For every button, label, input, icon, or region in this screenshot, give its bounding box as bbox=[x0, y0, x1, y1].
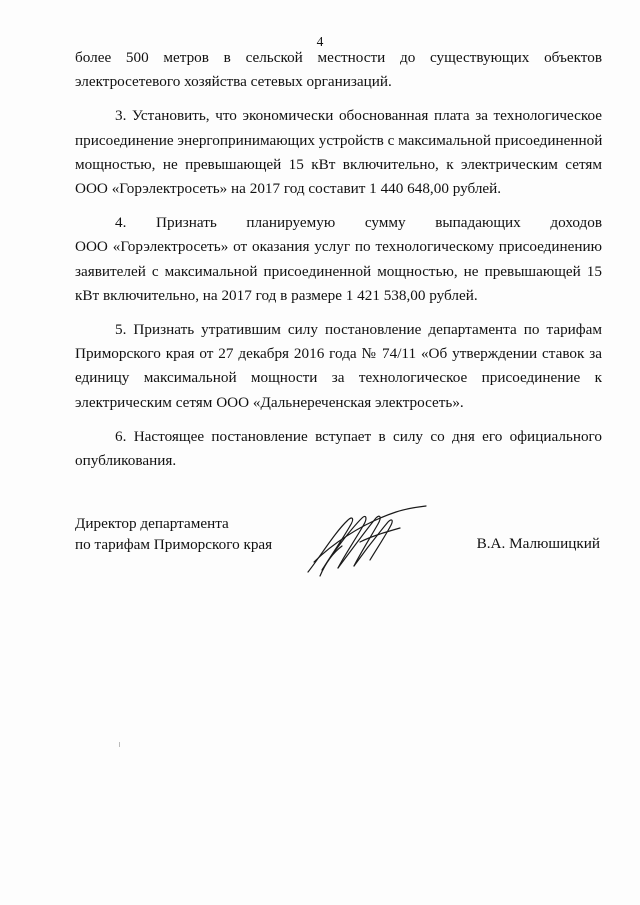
text-line: 4. Признать планируемую сумму выпадающих доходов bbox=[115, 214, 602, 232]
paragraph-continuation bbox=[75, 46, 602, 94]
text-line: мощностью, не превышающей 15 кВт включительно, к электрическим сетям bbox=[75, 155, 602, 173]
text-line: опубликования. bbox=[75, 452, 177, 470]
scan-mark bbox=[119, 742, 120, 747]
text-line: 3. Установить, что экономически обоснованная плата за технологическое bbox=[115, 107, 602, 125]
text-line: более 500 метров в сельской местности до существующих объектов bbox=[75, 49, 602, 66]
text-line: электрическим сетям ООО «Дальнереченская электросеть». bbox=[75, 393, 464, 411]
signatory-name: В.А. Малюшицкий bbox=[476, 535, 600, 552]
paragraph-item-6 bbox=[75, 425, 602, 473]
paragraph-item-4 bbox=[75, 211, 602, 308]
text-line: Приморского края от 27 декабря 2016 года № 74/11 «Об утверждении ставок за bbox=[75, 345, 602, 363]
text-line: 6. Настоящее постановление вступает в силу со дня его официального bbox=[115, 427, 602, 445]
text-line: кВт включительно, на 2017 год в размере 1 421 538,00 рублей. bbox=[75, 286, 478, 304]
text-line: заявителей с максимальной присоединенной мощностью, не превышающей 15 bbox=[75, 262, 602, 280]
document-body bbox=[75, 46, 602, 473]
text-line: 5. Признать утратившим силу постановление департамента по тарифам bbox=[115, 321, 602, 339]
signatory-position bbox=[75, 513, 272, 555]
paragraph-item-5 bbox=[75, 318, 602, 415]
page-number: 4 bbox=[316, 34, 324, 49]
text-line: ООО «Горэлектросеть» от оказания услуг по технологическому присоединению bbox=[75, 238, 602, 256]
text-line: присоединение энергопринимающих устройств с максимальной присоединенной bbox=[75, 131, 603, 149]
handwritten-signature-icon bbox=[300, 502, 430, 582]
text-line: единицу максимальной мощности за технологическое присоединение к bbox=[75, 369, 602, 387]
signatory-position-line: по тарифам Приморского края bbox=[75, 536, 273, 553]
text-line: ООО «Горэлектросеть» на 2017 год составит 1 440 648,00 рублей. bbox=[75, 180, 502, 198]
signatory-position-line: Директор департамента bbox=[75, 515, 229, 532]
paragraph-item-3 bbox=[75, 104, 602, 201]
text-line: электросетевого хозяйства сетевых организаций. bbox=[75, 73, 392, 91]
